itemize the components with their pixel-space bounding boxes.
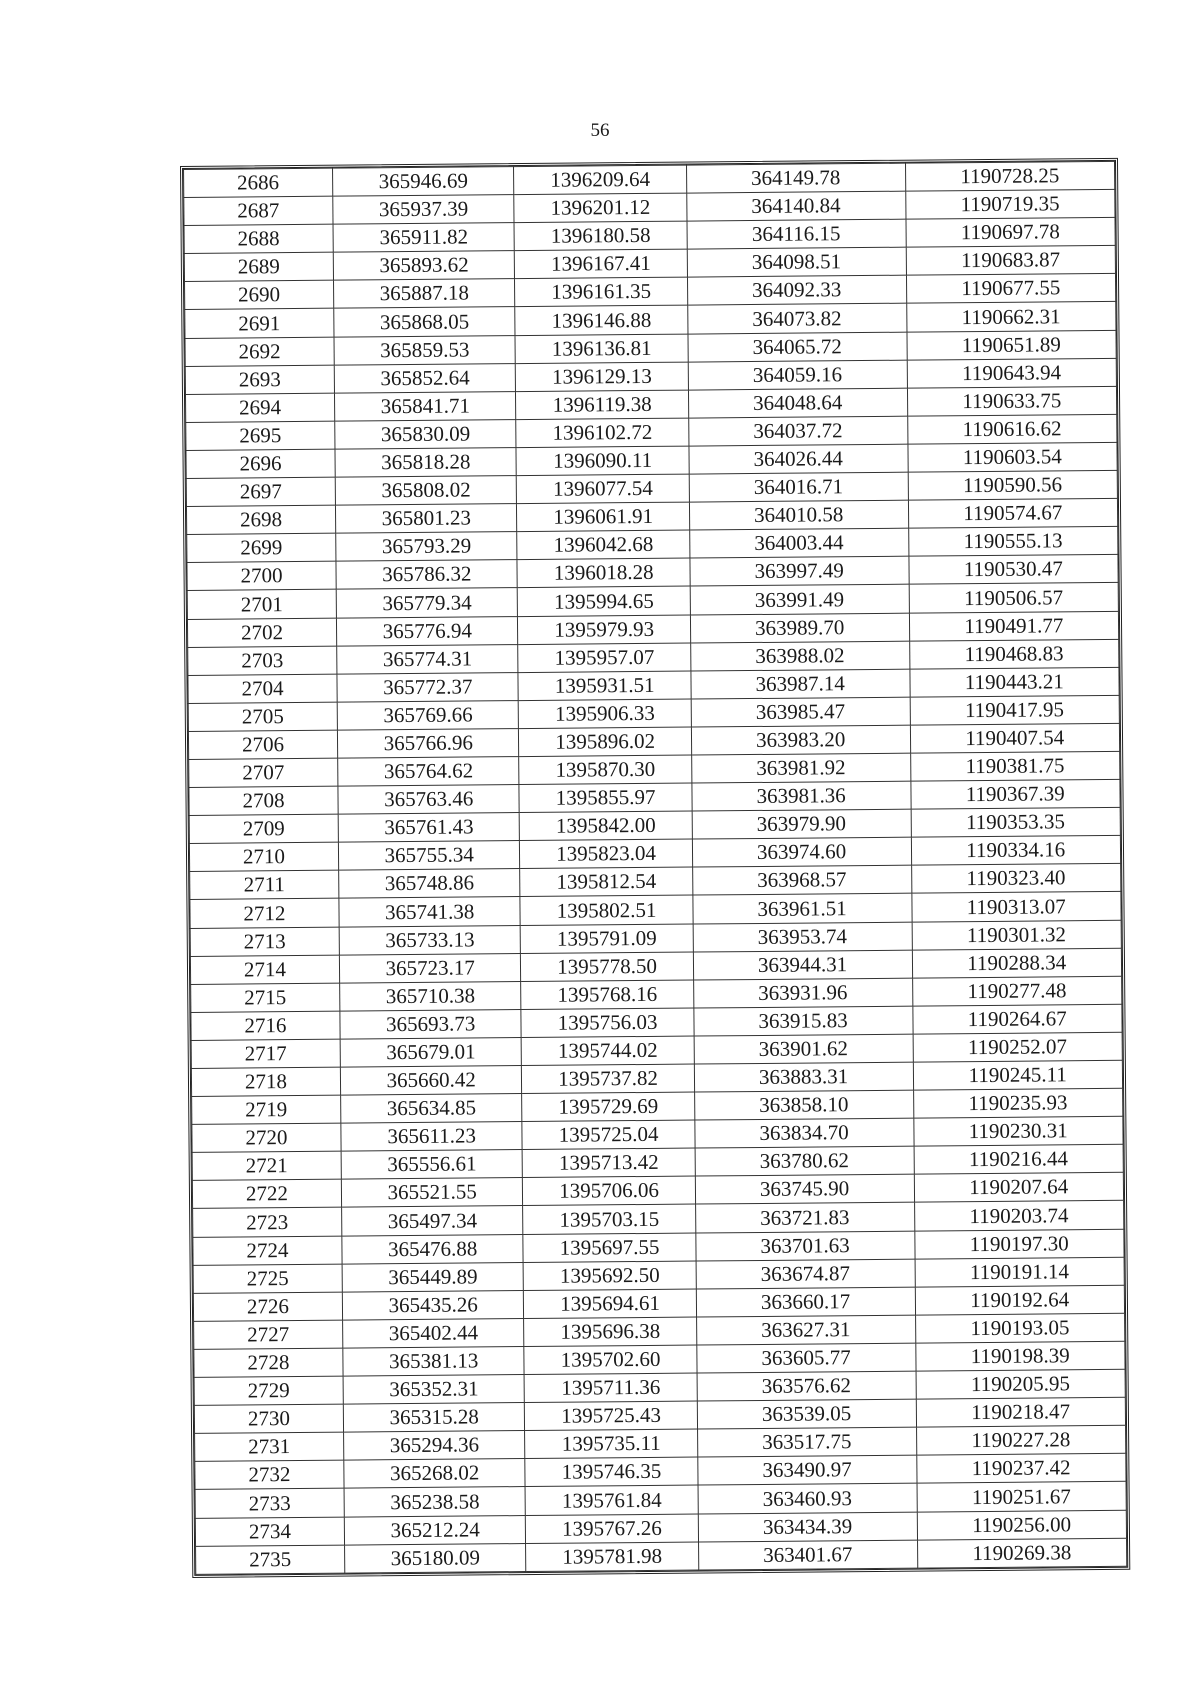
y2-coordinate-cell: 1190227.28 bbox=[916, 1426, 1126, 1456]
x1-coordinate-cell: 365611.23 bbox=[341, 1122, 523, 1152]
y2-coordinate-cell: 1190633.75 bbox=[907, 386, 1117, 416]
x2-coordinate-cell: 363968.57 bbox=[692, 865, 911, 895]
y1-coordinate-cell: 1395694.61 bbox=[524, 1289, 696, 1319]
x2-coordinate-cell: 363953.74 bbox=[693, 922, 912, 952]
y1-coordinate-cell: 1395979.93 bbox=[518, 615, 690, 645]
y2-coordinate-cell: 1190218.47 bbox=[916, 1397, 1126, 1427]
point-number-cell: 2706 bbox=[188, 730, 337, 759]
y2-coordinate-cell: 1190491.77 bbox=[909, 611, 1119, 641]
y2-coordinate-cell: 1190677.55 bbox=[906, 274, 1116, 304]
point-number-cell: 2720 bbox=[192, 1123, 341, 1152]
y1-coordinate-cell: 1395697.55 bbox=[523, 1233, 695, 1263]
x1-coordinate-cell: 365634.85 bbox=[341, 1094, 523, 1124]
x1-coordinate-cell: 365852.64 bbox=[334, 363, 516, 393]
x2-coordinate-cell: 363985.47 bbox=[691, 697, 910, 727]
y1-coordinate-cell: 1395696.38 bbox=[524, 1317, 696, 1347]
x1-coordinate-cell: 365793.29 bbox=[336, 532, 518, 562]
y1-coordinate-cell: 1395744.02 bbox=[522, 1036, 694, 1066]
x1-coordinate-cell: 365748.86 bbox=[339, 869, 521, 899]
x2-coordinate-cell: 363490.97 bbox=[698, 1455, 917, 1485]
y1-coordinate-cell: 1396119.38 bbox=[516, 390, 688, 420]
x2-coordinate-cell: 363660.17 bbox=[696, 1287, 915, 1317]
x1-coordinate-cell: 365766.96 bbox=[337, 728, 519, 758]
x2-coordinate-cell: 364037.72 bbox=[688, 416, 907, 446]
point-number-cell: 2700 bbox=[187, 561, 336, 590]
x2-coordinate-cell: 363460.93 bbox=[698, 1484, 917, 1514]
point-number-cell: 2694 bbox=[185, 393, 334, 422]
x2-coordinate-cell: 363988.02 bbox=[690, 641, 909, 671]
x2-coordinate-cell: 363991.49 bbox=[690, 585, 909, 615]
x1-coordinate-cell: 365830.09 bbox=[335, 419, 517, 449]
x2-coordinate-cell: 363721.83 bbox=[695, 1203, 914, 1233]
x1-coordinate-cell: 365497.34 bbox=[342, 1206, 524, 1236]
y2-coordinate-cell: 1190643.94 bbox=[907, 358, 1117, 388]
y1-coordinate-cell: 1396018.28 bbox=[517, 558, 689, 588]
y1-coordinate-cell: 1395855.97 bbox=[519, 783, 691, 813]
point-number-cell: 2709 bbox=[189, 814, 338, 843]
y2-coordinate-cell: 1190662.31 bbox=[906, 302, 1116, 332]
x1-coordinate-cell: 365764.62 bbox=[338, 757, 520, 787]
point-number-cell: 2728 bbox=[194, 1348, 343, 1377]
x1-coordinate-cell: 365808.02 bbox=[335, 476, 517, 506]
x2-coordinate-cell: 364149.78 bbox=[686, 163, 905, 193]
x2-coordinate-cell: 363605.77 bbox=[697, 1343, 916, 1373]
x2-coordinate-cell: 364059.16 bbox=[688, 360, 907, 390]
y2-coordinate-cell: 1190216.44 bbox=[914, 1145, 1124, 1175]
x2-coordinate-cell: 363627.31 bbox=[696, 1315, 915, 1345]
x2-coordinate-cell: 363576.62 bbox=[697, 1371, 916, 1401]
x1-coordinate-cell: 365911.82 bbox=[333, 223, 515, 253]
y1-coordinate-cell: 1395896.02 bbox=[519, 727, 691, 757]
x2-coordinate-cell: 364092.33 bbox=[687, 276, 906, 306]
x2-coordinate-cell: 363780.62 bbox=[695, 1146, 914, 1176]
point-number-cell: 2735 bbox=[196, 1545, 345, 1574]
y2-coordinate-cell: 1190683.87 bbox=[906, 246, 1116, 276]
y1-coordinate-cell: 1395842.00 bbox=[520, 811, 692, 841]
point-number-cell: 2688 bbox=[184, 224, 333, 253]
y1-coordinate-cell: 1395768.16 bbox=[521, 980, 693, 1010]
x2-coordinate-cell: 363745.90 bbox=[695, 1175, 914, 1205]
y1-coordinate-cell: 1395931.51 bbox=[518, 671, 690, 701]
x1-coordinate-cell: 365801.23 bbox=[335, 504, 517, 534]
x1-coordinate-cell: 365774.31 bbox=[337, 644, 519, 674]
x2-coordinate-cell: 363401.67 bbox=[698, 1540, 917, 1570]
y2-coordinate-cell: 1190301.32 bbox=[912, 920, 1122, 950]
y1-coordinate-cell: 1395725.43 bbox=[525, 1401, 697, 1431]
point-number-cell: 2699 bbox=[187, 533, 336, 562]
x2-coordinate-cell: 364073.82 bbox=[687, 304, 906, 334]
y1-coordinate-cell: 1395812.54 bbox=[520, 867, 692, 897]
coordinate-table-body bbox=[184, 161, 1127, 1574]
y2-coordinate-cell: 1190256.00 bbox=[917, 1510, 1127, 1540]
point-number-cell: 2721 bbox=[192, 1151, 341, 1180]
y1-coordinate-cell: 1396042.68 bbox=[517, 530, 689, 560]
x1-coordinate-cell: 365893.62 bbox=[333, 251, 515, 281]
y1-coordinate-cell: 1395735.11 bbox=[525, 1429, 697, 1459]
y2-coordinate-cell: 1190590.56 bbox=[908, 470, 1118, 500]
y2-coordinate-cell: 1190237.42 bbox=[916, 1454, 1126, 1484]
point-number-cell: 2696 bbox=[186, 449, 335, 478]
x2-coordinate-cell: 364016.71 bbox=[689, 472, 908, 502]
x1-coordinate-cell: 365772.37 bbox=[337, 672, 519, 702]
y2-coordinate-cell: 1190443.21 bbox=[909, 667, 1119, 697]
y2-coordinate-cell: 1190230.31 bbox=[913, 1116, 1123, 1146]
x1-coordinate-cell: 365180.09 bbox=[344, 1543, 526, 1573]
x1-coordinate-cell: 365294.36 bbox=[344, 1431, 526, 1461]
point-number-cell: 2731 bbox=[195, 1432, 344, 1461]
point-number-cell: 2701 bbox=[187, 590, 336, 619]
y2-coordinate-cell: 1190353.35 bbox=[911, 807, 1121, 837]
y1-coordinate-cell: 1395746.35 bbox=[525, 1457, 697, 1487]
x2-coordinate-cell: 363974.60 bbox=[692, 837, 911, 867]
y2-coordinate-cell: 1190616.62 bbox=[907, 414, 1117, 444]
x2-coordinate-cell: 364098.51 bbox=[687, 247, 906, 277]
point-number-cell: 2711 bbox=[190, 870, 339, 899]
y2-coordinate-cell: 1190313.07 bbox=[911, 892, 1121, 922]
x2-coordinate-cell: 363997.49 bbox=[690, 556, 909, 586]
y2-coordinate-cell: 1190506.57 bbox=[909, 583, 1119, 613]
x1-coordinate-cell: 365887.18 bbox=[333, 279, 515, 309]
x1-coordinate-cell: 365238.58 bbox=[344, 1487, 526, 1517]
x1-coordinate-cell: 365761.43 bbox=[338, 813, 520, 843]
y1-coordinate-cell: 1396136.81 bbox=[515, 334, 687, 364]
y2-coordinate-cell: 1190728.25 bbox=[905, 161, 1115, 191]
point-number-cell: 2729 bbox=[194, 1376, 343, 1405]
point-number-cell: 2698 bbox=[186, 505, 335, 534]
x1-coordinate-cell: 365946.69 bbox=[332, 167, 514, 197]
x1-coordinate-cell: 365693.73 bbox=[340, 1009, 522, 1039]
x1-coordinate-cell: 365268.02 bbox=[344, 1459, 526, 1489]
y2-coordinate-cell: 1190264.67 bbox=[912, 1004, 1122, 1034]
x1-coordinate-cell: 365660.42 bbox=[340, 1066, 522, 1096]
y2-coordinate-cell: 1190251.67 bbox=[917, 1482, 1127, 1512]
x2-coordinate-cell: 363981.92 bbox=[691, 753, 910, 783]
y1-coordinate-cell: 1395702.60 bbox=[524, 1345, 696, 1375]
x2-coordinate-cell: 363883.31 bbox=[694, 1062, 913, 1092]
y2-coordinate-cell: 1190245.11 bbox=[913, 1060, 1123, 1090]
y2-coordinate-cell: 1190697.78 bbox=[905, 218, 1115, 248]
point-number-cell: 2714 bbox=[190, 955, 339, 984]
y1-coordinate-cell: 1395729.69 bbox=[522, 1092, 694, 1122]
x1-coordinate-cell: 365818.28 bbox=[335, 448, 517, 478]
y1-coordinate-cell: 1395761.84 bbox=[526, 1485, 698, 1515]
y2-coordinate-cell: 1190574.67 bbox=[908, 498, 1118, 528]
point-number-cell: 2717 bbox=[191, 1039, 340, 1068]
y1-coordinate-cell: 1395778.50 bbox=[521, 952, 693, 982]
y1-coordinate-cell: 1395781.98 bbox=[526, 1542, 698, 1572]
x2-coordinate-cell: 364010.58 bbox=[689, 500, 908, 530]
y2-coordinate-cell: 1190468.83 bbox=[909, 639, 1119, 669]
x2-coordinate-cell: 363834.70 bbox=[695, 1118, 914, 1148]
y2-coordinate-cell: 1190191.14 bbox=[915, 1257, 1125, 1287]
y2-coordinate-cell: 1190367.39 bbox=[910, 779, 1120, 809]
point-number-cell: 2734 bbox=[195, 1517, 344, 1546]
point-number-cell: 2725 bbox=[193, 1264, 342, 1293]
x2-coordinate-cell: 363434.39 bbox=[698, 1512, 917, 1542]
y1-coordinate-cell: 1396146.88 bbox=[515, 306, 687, 336]
y2-coordinate-cell: 1190555.13 bbox=[908, 527, 1118, 557]
point-number-cell: 2705 bbox=[188, 702, 337, 731]
y2-coordinate-cell: 1190235.93 bbox=[913, 1088, 1123, 1118]
point-number-cell: 2722 bbox=[192, 1180, 341, 1209]
point-number-cell: 2703 bbox=[188, 646, 337, 675]
point-number-cell: 2708 bbox=[189, 786, 338, 815]
x2-coordinate-cell: 363517.75 bbox=[697, 1427, 916, 1457]
point-number-cell: 2712 bbox=[190, 899, 339, 928]
x2-coordinate-cell: 364116.15 bbox=[687, 219, 906, 249]
x2-coordinate-cell: 363931.96 bbox=[693, 978, 912, 1008]
x2-coordinate-cell: 363858.10 bbox=[694, 1090, 913, 1120]
x1-coordinate-cell: 365763.46 bbox=[338, 785, 520, 815]
y1-coordinate-cell: 1396077.54 bbox=[517, 474, 689, 504]
y2-coordinate-cell: 1190417.95 bbox=[910, 695, 1120, 725]
x2-coordinate-cell: 363539.05 bbox=[697, 1399, 916, 1429]
y1-coordinate-cell: 1395802.51 bbox=[520, 895, 692, 925]
y2-coordinate-cell: 1190198.39 bbox=[915, 1341, 1125, 1371]
x1-coordinate-cell: 365779.34 bbox=[336, 588, 518, 618]
y1-coordinate-cell: 1396161.35 bbox=[515, 277, 687, 307]
x2-coordinate-cell: 363981.36 bbox=[692, 781, 911, 811]
y2-coordinate-cell: 1190334.16 bbox=[911, 836, 1121, 866]
point-number-cell: 2732 bbox=[195, 1460, 344, 1489]
x2-coordinate-cell: 363987.14 bbox=[691, 669, 910, 699]
point-number-cell: 2713 bbox=[190, 927, 339, 956]
x1-coordinate-cell: 365786.32 bbox=[336, 560, 518, 590]
y1-coordinate-cell: 1396201.12 bbox=[514, 193, 686, 223]
point-number-cell: 2724 bbox=[193, 1236, 342, 1265]
point-number-cell: 2691 bbox=[185, 309, 334, 338]
point-number-cell: 2702 bbox=[187, 618, 336, 647]
x1-coordinate-cell: 365859.53 bbox=[334, 335, 516, 365]
point-number-cell: 2697 bbox=[186, 477, 335, 506]
x1-coordinate-cell: 365679.01 bbox=[340, 1037, 522, 1067]
coordinate-table bbox=[183, 161, 1127, 1575]
x2-coordinate-cell: 364140.84 bbox=[686, 191, 905, 221]
coordinate-table-frame bbox=[180, 158, 1130, 1578]
point-number-cell: 2689 bbox=[184, 252, 333, 281]
y2-coordinate-cell: 1190381.75 bbox=[910, 751, 1120, 781]
point-number-cell: 2727 bbox=[194, 1320, 343, 1349]
y1-coordinate-cell: 1396209.64 bbox=[514, 165, 686, 195]
x1-coordinate-cell: 365841.71 bbox=[334, 391, 516, 421]
point-number-cell: 2715 bbox=[191, 983, 340, 1012]
y2-coordinate-cell: 1190603.54 bbox=[907, 442, 1117, 472]
x2-coordinate-cell: 364048.64 bbox=[688, 388, 907, 418]
y2-coordinate-cell: 1190323.40 bbox=[911, 864, 1121, 894]
y1-coordinate-cell: 1395870.30 bbox=[519, 755, 691, 785]
y2-coordinate-cell: 1190651.89 bbox=[906, 330, 1116, 360]
y1-coordinate-cell: 1395737.82 bbox=[522, 1064, 694, 1094]
point-number-cell: 2686 bbox=[184, 168, 333, 197]
x1-coordinate-cell: 365741.38 bbox=[339, 897, 521, 927]
y1-coordinate-cell: 1396167.41 bbox=[515, 249, 687, 279]
point-number-cell: 2695 bbox=[186, 421, 335, 450]
y1-coordinate-cell: 1395823.04 bbox=[520, 839, 692, 869]
x1-coordinate-cell: 365449.89 bbox=[342, 1262, 524, 1292]
y2-coordinate-cell: 1190530.47 bbox=[908, 555, 1118, 585]
y2-coordinate-cell: 1190203.74 bbox=[914, 1201, 1124, 1231]
x2-coordinate-cell: 363979.90 bbox=[692, 809, 911, 839]
point-number-cell: 2726 bbox=[193, 1292, 342, 1321]
y1-coordinate-cell: 1395706.06 bbox=[523, 1176, 695, 1206]
x2-coordinate-cell: 363961.51 bbox=[693, 894, 912, 924]
y2-coordinate-cell: 1190407.54 bbox=[910, 723, 1120, 753]
y2-coordinate-cell: 1190192.64 bbox=[915, 1285, 1125, 1315]
y2-coordinate-cell: 1190207.64 bbox=[914, 1173, 1124, 1203]
x2-coordinate-cell: 363983.20 bbox=[691, 725, 910, 755]
x2-coordinate-cell: 363989.70 bbox=[690, 613, 909, 643]
x1-coordinate-cell: 365755.34 bbox=[338, 841, 520, 871]
y1-coordinate-cell: 1395713.42 bbox=[523, 1148, 695, 1178]
y1-coordinate-cell: 1395711.36 bbox=[525, 1373, 697, 1403]
point-number-cell: 2730 bbox=[194, 1404, 343, 1433]
x1-coordinate-cell: 365476.88 bbox=[342, 1234, 524, 1264]
x1-coordinate-cell: 365315.28 bbox=[343, 1403, 525, 1433]
x1-coordinate-cell: 365776.94 bbox=[336, 616, 518, 646]
y1-coordinate-cell: 1395994.65 bbox=[518, 586, 690, 616]
x1-coordinate-cell: 365710.38 bbox=[340, 981, 522, 1011]
y2-coordinate-cell: 1190269.38 bbox=[917, 1538, 1127, 1568]
x2-coordinate-cell: 363915.83 bbox=[694, 1006, 913, 1036]
x2-coordinate-cell: 363674.87 bbox=[696, 1259, 915, 1289]
y2-coordinate-cell: 1190288.34 bbox=[912, 948, 1122, 978]
y2-coordinate-cell: 1190719.35 bbox=[905, 189, 1115, 219]
x1-coordinate-cell: 365868.05 bbox=[334, 307, 516, 337]
point-number-cell: 2718 bbox=[191, 1067, 340, 1096]
x1-coordinate-cell: 365521.55 bbox=[341, 1178, 523, 1208]
point-number-cell: 2707 bbox=[189, 758, 338, 787]
y1-coordinate-cell: 1395791.09 bbox=[521, 924, 693, 954]
y1-coordinate-cell: 1395692.50 bbox=[524, 1261, 696, 1291]
y1-coordinate-cell: 1395957.07 bbox=[518, 643, 690, 673]
x1-coordinate-cell: 365352.31 bbox=[343, 1375, 525, 1405]
point-number-cell: 2723 bbox=[193, 1208, 342, 1237]
x1-coordinate-cell: 365723.17 bbox=[339, 953, 521, 983]
x2-coordinate-cell: 364026.44 bbox=[689, 444, 908, 474]
point-number-cell: 2733 bbox=[195, 1489, 344, 1518]
x1-coordinate-cell: 365381.13 bbox=[343, 1346, 525, 1376]
x1-coordinate-cell: 365769.66 bbox=[337, 700, 519, 730]
point-number-cell: 2704 bbox=[188, 674, 337, 703]
y1-coordinate-cell: 1396102.72 bbox=[516, 418, 688, 448]
x2-coordinate-cell: 364003.44 bbox=[689, 528, 908, 558]
point-number-cell: 2690 bbox=[185, 281, 334, 310]
x1-coordinate-cell: 365556.61 bbox=[341, 1150, 523, 1180]
y1-coordinate-cell: 1395756.03 bbox=[521, 1008, 693, 1038]
point-number-cell: 2716 bbox=[191, 1011, 340, 1040]
y2-coordinate-cell: 1190197.30 bbox=[914, 1229, 1124, 1259]
y1-coordinate-cell: 1395703.15 bbox=[523, 1205, 695, 1235]
point-number-cell: 2692 bbox=[185, 337, 334, 366]
x1-coordinate-cell: 365435.26 bbox=[342, 1290, 524, 1320]
y2-coordinate-cell: 1190205.95 bbox=[916, 1369, 1126, 1399]
y2-coordinate-cell: 1190252.07 bbox=[913, 1032, 1123, 1062]
point-number-cell: 2710 bbox=[189, 842, 338, 871]
x2-coordinate-cell: 363901.62 bbox=[694, 1034, 913, 1064]
x1-coordinate-cell: 365402.44 bbox=[343, 1318, 525, 1348]
x1-coordinate-cell: 365212.24 bbox=[344, 1515, 526, 1545]
point-number-cell: 2719 bbox=[192, 1095, 341, 1124]
x2-coordinate-cell: 364065.72 bbox=[688, 332, 907, 362]
x1-coordinate-cell: 365937.39 bbox=[333, 195, 515, 225]
y2-coordinate-cell: 1190277.48 bbox=[912, 976, 1122, 1006]
y2-coordinate-cell: 1190193.05 bbox=[915, 1313, 1125, 1343]
point-number-cell: 2687 bbox=[184, 196, 333, 225]
x1-coordinate-cell: 365733.13 bbox=[339, 925, 521, 955]
y1-coordinate-cell: 1395725.04 bbox=[522, 1120, 694, 1150]
point-number-cell: 2693 bbox=[185, 365, 334, 394]
x2-coordinate-cell: 363701.63 bbox=[696, 1231, 915, 1261]
y1-coordinate-cell: 1395767.26 bbox=[526, 1514, 698, 1544]
y1-coordinate-cell: 1396180.58 bbox=[514, 221, 686, 251]
page-number: 56 bbox=[590, 120, 610, 141]
y1-coordinate-cell: 1395906.33 bbox=[519, 699, 691, 729]
y1-coordinate-cell: 1396061.91 bbox=[517, 502, 689, 532]
x2-coordinate-cell: 363944.31 bbox=[693, 950, 912, 980]
y1-coordinate-cell: 1396090.11 bbox=[516, 446, 688, 476]
y1-coordinate-cell: 1396129.13 bbox=[516, 362, 688, 392]
